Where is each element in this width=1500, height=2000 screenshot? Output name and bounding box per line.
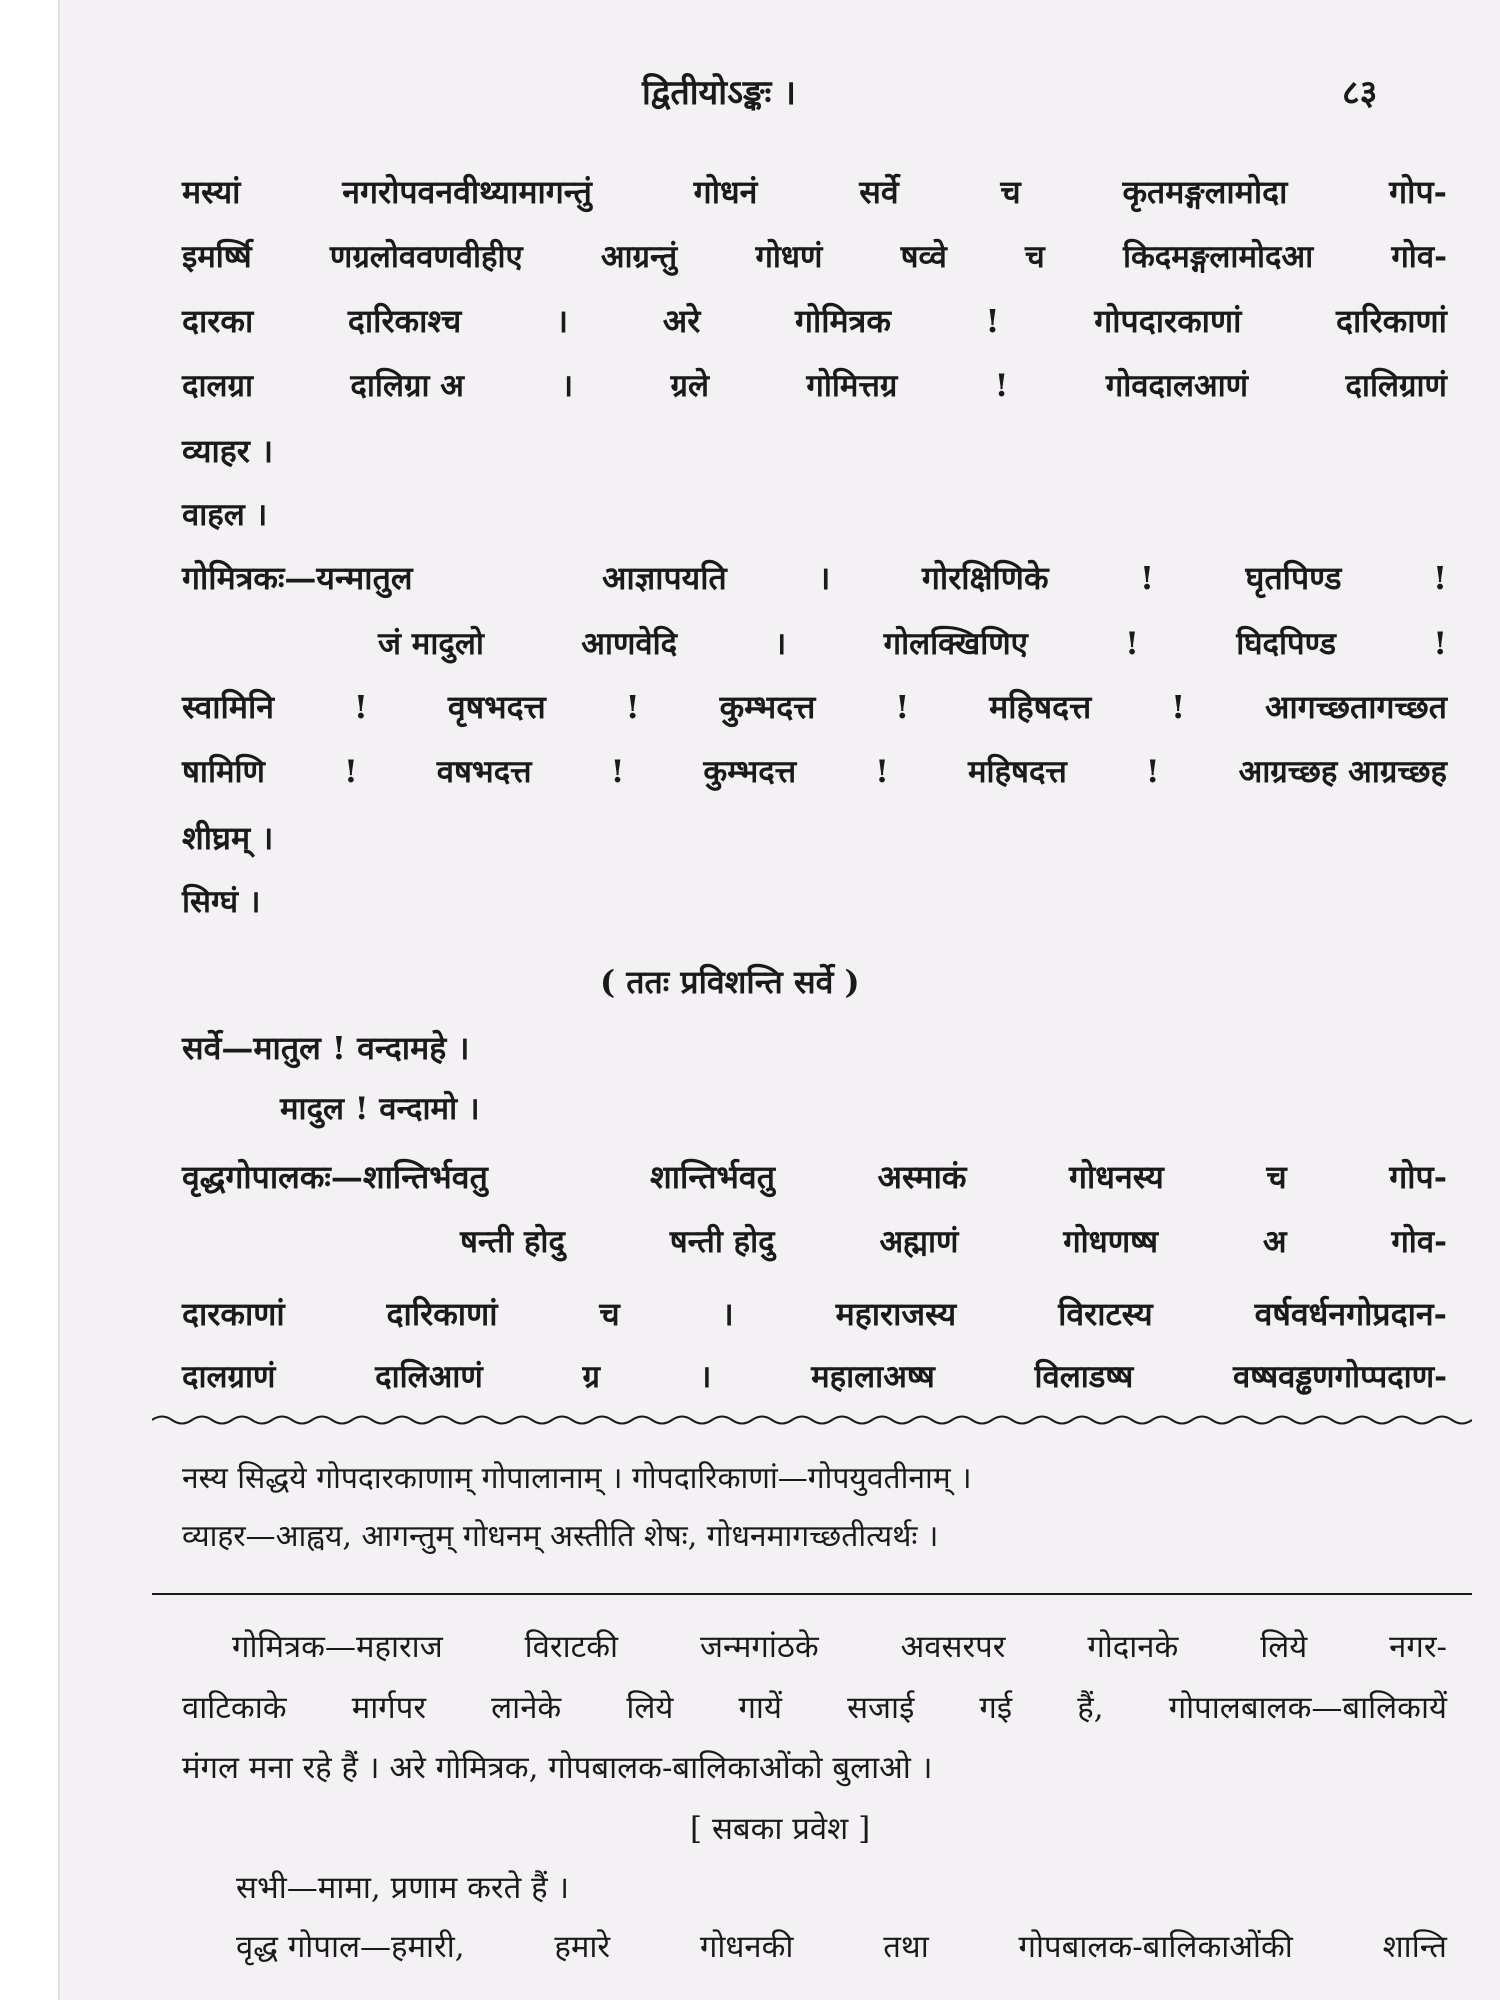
- verse-line-2: [182, 237, 1447, 277]
- verse-line-11: शीघ्रम् ।: [182, 819, 274, 857]
- word: !: [625, 688, 640, 726]
- word: वषभदत्त: [436, 754, 532, 790]
- word: दारका: [182, 302, 254, 340]
- word: षन्ती होदु: [460, 1224, 565, 1260]
- word: स्वामिनि: [182, 688, 275, 726]
- word: जन्मगांठके: [699, 1629, 819, 1665]
- word: !: [985, 302, 1000, 340]
- word: दालिग्रा अ: [350, 368, 464, 404]
- word: गोमित्रक—महाराज: [232, 1629, 443, 1665]
- word: दारिकाणां: [386, 1295, 498, 1333]
- verse-line-8: [378, 624, 1447, 664]
- verse-line-16: [460, 1222, 1447, 1262]
- stage-direction: ( ततः प्रविशन्ति सर्वे ): [600, 963, 860, 1001]
- word: मार्गपर: [351, 1690, 427, 1726]
- word: गोधनं: [693, 173, 758, 211]
- word: गोमित्रक: [794, 302, 891, 340]
- verse-line-5: व्याहर ।: [182, 432, 274, 470]
- verse-line-6: वाहल ।: [182, 497, 268, 533]
- word: गोधणष्ष: [1063, 1224, 1159, 1260]
- word: ।: [721, 1295, 734, 1333]
- verse-line-9: [182, 687, 1447, 727]
- word: वृद्ध गोपाल—हमारी,: [236, 1929, 465, 1965]
- word: अह्माणं: [879, 1224, 959, 1260]
- word: हमारे: [554, 1929, 611, 1965]
- word: आग्रच्छह आग्रच्छह: [1238, 754, 1447, 790]
- word: गोपदारकाणां: [1094, 302, 1242, 340]
- word: ।: [555, 302, 569, 340]
- word: ।: [774, 626, 787, 662]
- word: वृषभदत्त: [447, 688, 546, 726]
- word: गोधनस्य: [1069, 1158, 1164, 1196]
- speaker-gomitraka: गोमित्रकः—यन्मातुल: [182, 559, 413, 597]
- word: घृतपिण्ड: [1245, 559, 1342, 597]
- word: ।: [699, 1359, 712, 1395]
- word: च: [599, 1295, 620, 1333]
- word: गोरक्षिणिके: [921, 559, 1049, 597]
- verse-line-15: [650, 1157, 1447, 1197]
- word: अवसरपर: [900, 1629, 1006, 1665]
- word: अ: [1262, 1224, 1287, 1260]
- word: हैं,: [1077, 1690, 1104, 1726]
- word: णग्रलोववणवीहीए: [329, 239, 523, 275]
- word: विराटस्य: [1058, 1295, 1153, 1333]
- translation-line-5: सभी—मामा, प्रणाम करते हैं ।: [236, 1870, 570, 1906]
- word: वष्षवड्ढणगोप्पदाण-: [1233, 1359, 1447, 1395]
- word: नगरोपवनवीथ्यामागन्तुं: [342, 173, 592, 211]
- word: कृतमङ्गलामोदा: [1122, 173, 1288, 211]
- word: गोव-: [1391, 1224, 1447, 1260]
- word: !: [1145, 754, 1160, 790]
- word: च: [1025, 239, 1045, 275]
- word: !: [344, 754, 358, 790]
- word: किदमङ्गलामोदआ: [1122, 239, 1314, 275]
- word: षन्ती होदु: [669, 1224, 775, 1260]
- word: आगच्छतागच्छत: [1265, 688, 1447, 726]
- word: गोपबालक-बालिकाओंकी: [1018, 1929, 1293, 1965]
- word: दालिआणं: [375, 1359, 483, 1395]
- verse-line-18: [182, 1357, 1447, 1397]
- word: गई: [979, 1690, 1013, 1726]
- word: ग्र: [582, 1359, 600, 1395]
- word: वर्षवर्धनगोप्रदान-: [1254, 1295, 1447, 1333]
- word: !: [1432, 559, 1447, 597]
- word: सजाई: [847, 1690, 915, 1726]
- book-page: [58, 0, 1500, 2000]
- word: ग्रले: [670, 368, 709, 404]
- word: गोलक्खिणिए: [883, 626, 1028, 662]
- word: वाटिकाके: [182, 1690, 287, 1726]
- word: घिदपिण्ड: [1236, 626, 1336, 662]
- word: !: [875, 754, 889, 790]
- word: महिषदत्त: [968, 754, 1067, 790]
- translation-line-3: मंगल मना रहे हैं । अरे गोमित्रक, गोपबालक-बालिकाओंको बुलाओ ।: [182, 1750, 933, 1786]
- word: दारिकाश्च: [347, 302, 462, 340]
- word: !: [353, 688, 368, 726]
- word: !: [994, 368, 1009, 404]
- word: !: [610, 754, 625, 790]
- word: विराटकी: [524, 1629, 619, 1665]
- word: नगर-: [1389, 1629, 1447, 1665]
- word: सर्वे: [859, 173, 899, 211]
- word: !: [1433, 626, 1447, 662]
- word: कुम्भदत्त: [719, 688, 816, 726]
- word: च: [1000, 173, 1021, 211]
- word: दालग्रा: [182, 368, 254, 404]
- word: महाराजस्य: [835, 1295, 957, 1333]
- word: दालग्राणं: [182, 1359, 276, 1395]
- word: लानेके: [491, 1690, 562, 1726]
- word: गोव-: [1391, 239, 1447, 275]
- word: दारकाणां: [182, 1295, 285, 1333]
- word: दालिग्राणं: [1345, 368, 1447, 404]
- word: महिषदत्त: [989, 688, 1092, 726]
- word: तथा: [883, 1929, 929, 1965]
- word: अरे: [662, 302, 701, 340]
- word: !: [1140, 559, 1155, 597]
- word: ।: [818, 559, 831, 597]
- verse-line-12: सिग्घं ।: [182, 884, 261, 920]
- word: ।: [561, 368, 574, 404]
- word: षव्वे: [900, 239, 947, 275]
- footnote-rule: [152, 1593, 1472, 1595]
- commentary-line-1: नस्य सिद्धये गोपदारकाणाम् गोपालानाम् । गोपदारिकाणां—गोपयुवतीनाम् ।: [182, 1461, 972, 1496]
- word: विलाडष्ष: [1034, 1359, 1134, 1395]
- verse-line-3: [182, 301, 1447, 341]
- verse-line-4: [182, 366, 1447, 406]
- translation-line-2: [182, 1688, 1447, 1728]
- word: गोधणं: [755, 239, 823, 275]
- word: गोधनकी: [699, 1929, 794, 1965]
- word: लिये: [626, 1690, 674, 1726]
- verse-line-7: [602, 558, 1447, 598]
- word: दारिकाणां: [1336, 302, 1447, 340]
- word: अस्माकं: [877, 1158, 967, 1196]
- translation-stage-direction: [ सबका प्रवेश ]: [690, 1811, 871, 1847]
- word: शान्तिर्भवतु: [650, 1158, 775, 1196]
- running-title: द्वितीयोऽङ्कः ।: [642, 73, 797, 113]
- word: महालाअष्ष: [811, 1359, 935, 1395]
- word: कुम्भदत्त: [703, 754, 797, 790]
- word: !: [1125, 626, 1139, 662]
- wavy-divider: [152, 1412, 1472, 1428]
- word: जं मादुलो: [378, 626, 484, 662]
- word: गोपालबालक—बालिकायें: [1168, 1690, 1447, 1726]
- word: शान्ति: [1382, 1929, 1447, 1965]
- word: आज्ञापयति: [602, 559, 727, 597]
- word: गोमित्तग्र: [806, 368, 898, 404]
- word: लिये: [1260, 1629, 1308, 1665]
- speaker-vriddhagopalaka: वृद्धगोपालकः—शान्तिर्भवतु: [182, 1158, 488, 1196]
- verse-line-1: [182, 172, 1447, 212]
- word: !: [1171, 688, 1186, 726]
- word: गोप-: [1389, 173, 1447, 211]
- word: गोदानके: [1087, 1629, 1179, 1665]
- translation-line-6: [236, 1927, 1447, 1967]
- page-number: ८३: [1342, 73, 1378, 113]
- translation-line-1: [232, 1627, 1447, 1667]
- word: !: [895, 688, 910, 726]
- verse-line-14: मादुल ! वन्दामो ।: [280, 1091, 480, 1127]
- word: मस्यां: [182, 173, 241, 211]
- word: इमर्ष्षि: [182, 239, 252, 275]
- word: गायें: [738, 1690, 782, 1726]
- verse-line-17: [182, 1294, 1447, 1334]
- word: आग्रन्तुं: [600, 239, 678, 275]
- word: आणवेदि: [581, 626, 678, 662]
- verse-line-13: सर्वे—मातुल ! वन्दामहे ।: [182, 1029, 470, 1067]
- word: षामिणि: [182, 754, 265, 790]
- commentary-line-2: व्याहर—आह्वय, आगन्तुम् गोधनम् अस्तीति शेषः, गोधनमागच्छतीत्यर्थः ।: [182, 1519, 939, 1554]
- verse-line-10: [182, 752, 1447, 792]
- word: च: [1266, 1158, 1287, 1196]
- word: गोप-: [1389, 1158, 1447, 1196]
- word: गोवदालआणं: [1105, 368, 1249, 404]
